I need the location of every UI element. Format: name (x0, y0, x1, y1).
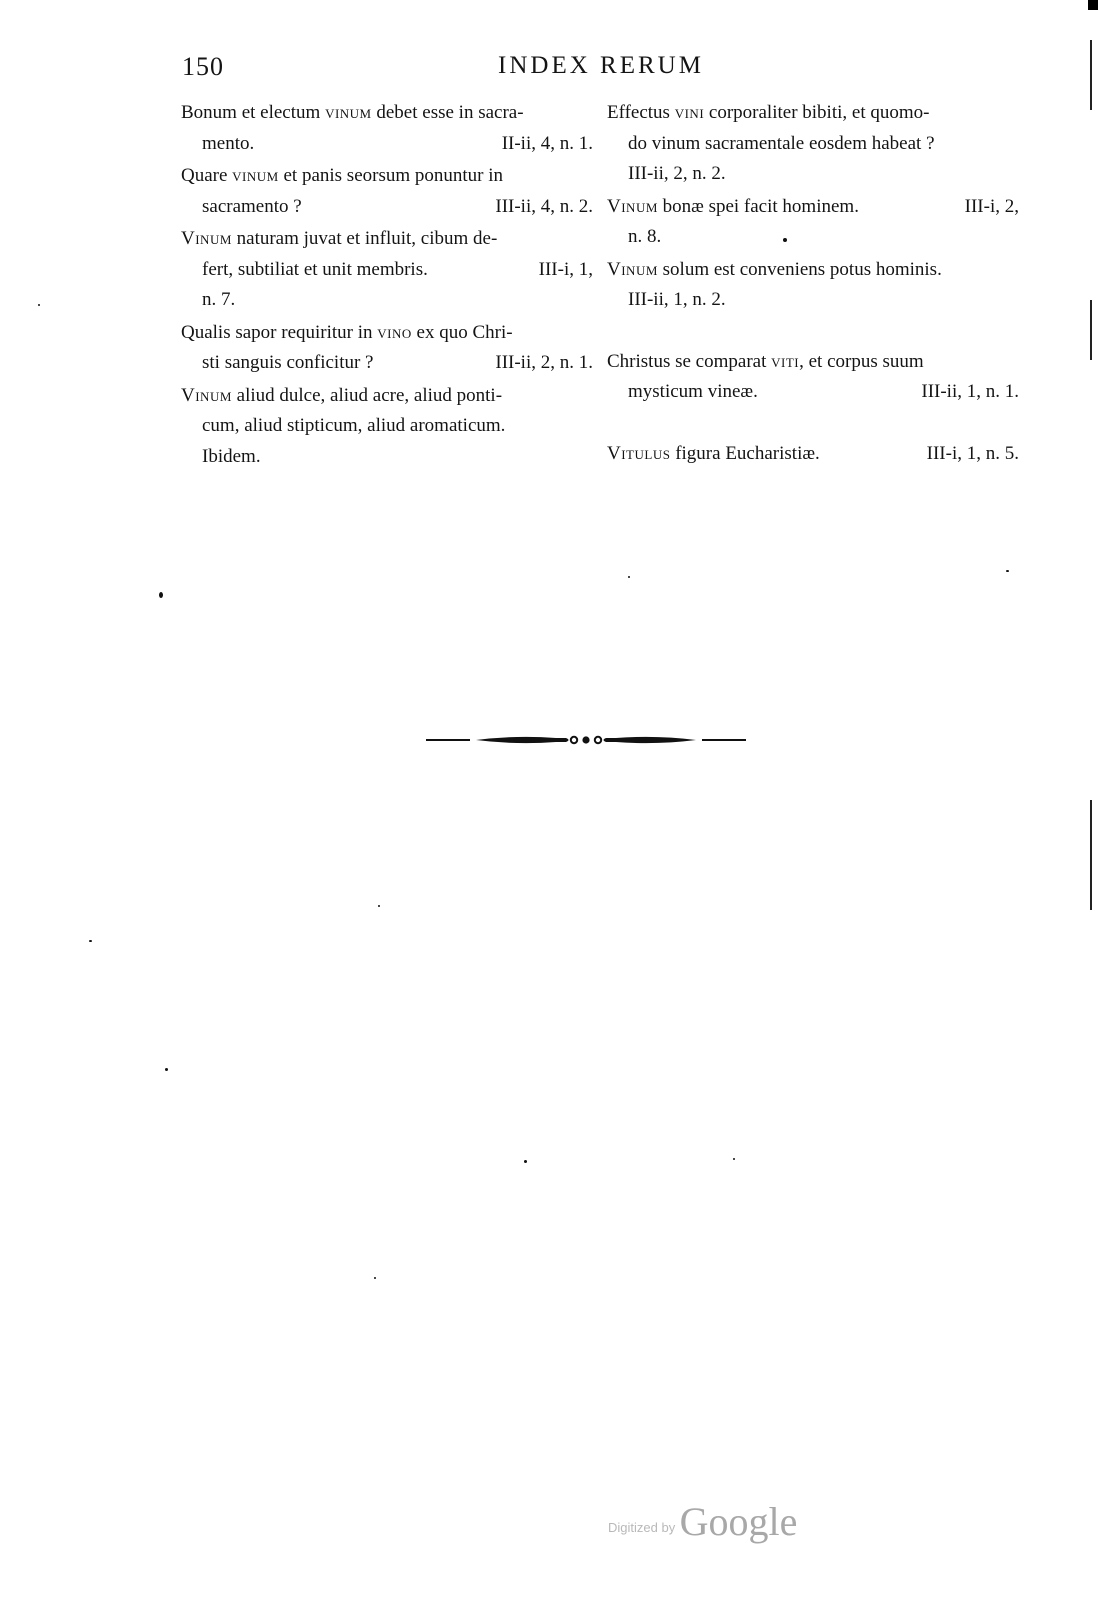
digitized-by-google-watermark (608, 1498, 797, 1545)
entry-text (181, 385, 502, 406)
index-entry-line (607, 159, 1019, 190)
entry-text-segment: aliud dulce, aliud acre, aliud ponti- (231, 384, 503, 406)
entry-text-segment: Effectus (607, 102, 675, 123)
entry-text-segment: mento. (202, 132, 255, 154)
index-entry (607, 192, 1019, 253)
page-header (182, 52, 1020, 86)
entry-text-segment: corporaliter bibiti, et quomo- (704, 102, 930, 123)
entry-text-segment: bonæ spei facit hominem. (657, 195, 859, 217)
entry-reference: III-i, 2, (964, 195, 1019, 217)
entry-text-segment: figura Eucharistiæ. (670, 442, 820, 464)
entry-text (181, 228, 497, 249)
running-title: INDEX RERUM (498, 52, 704, 79)
entry-text (202, 446, 261, 467)
entry-text-segment: mysticum vineæ. (628, 381, 758, 402)
index-entry-line (607, 255, 1019, 286)
keyword-small-caps: vino (377, 321, 412, 343)
entry-text (202, 348, 374, 379)
keyword-small-caps: Vinum (607, 195, 658, 217)
entry-text-segment: Christus se comparat (607, 350, 772, 372)
index-entry-line (181, 285, 593, 316)
index-entry (607, 255, 1019, 316)
page-number: 150 (182, 52, 224, 81)
index-entry-line (607, 222, 1019, 253)
entry-text-segment: Bonum et electum (181, 102, 326, 123)
entry-text-segment: debet esse in sacra- (371, 102, 524, 123)
entry-text (628, 289, 726, 310)
index-entry-line (181, 411, 593, 442)
watermark-prefix: Digitized by (608, 1520, 676, 1535)
entry-text (628, 133, 935, 154)
keyword-small-caps: Vinum (607, 258, 658, 280)
index-column-right (607, 98, 1019, 471)
index-entry-line (607, 192, 1019, 223)
entry-text-segment: , et corpus suum (799, 350, 924, 372)
keyword-small-caps: viti (771, 350, 800, 372)
index-entry-line (607, 347, 1019, 378)
entry-text (607, 102, 929, 123)
index-entry-line (181, 255, 593, 286)
entry-text (181, 165, 503, 186)
index-entry (181, 98, 593, 159)
entry-text (181, 322, 513, 343)
index-column-left (181, 98, 593, 474)
entry-text-segment: solum est conveniens potus hominis. (657, 258, 942, 280)
entry-text-segment: n. 7. (202, 289, 236, 310)
index-entry (181, 224, 593, 316)
index-entry (607, 347, 1019, 408)
keyword-small-caps: Vinum (181, 384, 232, 406)
entry-reference: III-i, 1, (538, 258, 593, 280)
entry-text (628, 226, 661, 247)
entry-text-segment: sti sanguis conficitur ? (202, 352, 374, 373)
index-entry-line (607, 285, 1019, 316)
google-logo: Google (679, 1499, 798, 1544)
entry-text (202, 129, 254, 160)
keyword-small-caps: Vinum (181, 228, 232, 249)
index-entry (181, 318, 593, 379)
entry-text-segment: Qualis sapor requiritur in (181, 321, 378, 343)
entry-text (607, 259, 942, 280)
entry-text-segment: III-ii, 1, n. 2. (628, 289, 726, 310)
keyword-small-caps: vinum (325, 102, 372, 123)
index-entry-line (181, 381, 593, 412)
entry-text (607, 439, 820, 470)
entry-text-segment: Quare (181, 165, 233, 186)
entry-reference: II-ii, 4, n. 1. (501, 132, 593, 154)
index-entry (181, 161, 593, 222)
index-entry-line (607, 439, 1019, 470)
entry-text-segment: fert, subtiliat et unit membris. (202, 258, 428, 280)
entry-reference: III-ii, 2, n. 1. (495, 352, 593, 373)
entry-text (607, 351, 924, 372)
index-entry (607, 98, 1019, 190)
index-entry (181, 381, 593, 473)
index-entry-line (607, 377, 1019, 408)
entry-text-segment: Ibidem. (202, 445, 261, 467)
entry-text (202, 255, 428, 286)
keyword-small-caps: Vitulus (607, 442, 671, 464)
entry-text (628, 163, 726, 184)
entry-text (181, 102, 524, 123)
index-entry (607, 439, 1019, 470)
entry-text-segment: cum, aliud stipticum, aliud aromaticum. (202, 415, 506, 436)
index-entry-line (181, 129, 593, 160)
entry-text-segment: III-ii, 2, n. 2. (628, 163, 726, 184)
entry-text (202, 415, 505, 436)
decorative-rule (426, 731, 746, 749)
entry-text-segment: do vinum sacramentale eosdem habeat ? (628, 132, 935, 154)
index-entry-line (181, 192, 593, 223)
keyword-small-caps: vinum (232, 165, 279, 186)
entry-text (202, 289, 235, 310)
index-entry-line (607, 98, 1019, 129)
index-entry-line (181, 318, 593, 349)
entry-text-segment: et panis seorsum ponuntur in (278, 165, 504, 186)
entry-reference: III-ii, 4, n. 2. (495, 195, 593, 217)
entry-reference: III-ii, 1, n. 1. (921, 381, 1019, 402)
index-entry-line (181, 161, 593, 192)
entry-text-segment: ex quo Chri- (411, 321, 513, 343)
index-entry-line (607, 129, 1019, 160)
keyword-small-caps: vini (674, 102, 705, 123)
index-entry-line (181, 348, 593, 379)
entry-text-segment: naturam juvat et influit, cibum de- (231, 228, 498, 249)
entry-text-segment: n. 8. (628, 226, 662, 247)
entry-reference: III-i, 1, n. 5. (926, 442, 1019, 464)
index-entry-line (181, 442, 593, 473)
entry-text-segment: sacramento ? (202, 195, 302, 217)
entry-text (202, 192, 302, 223)
entry-text (607, 192, 859, 223)
entry-text (628, 377, 758, 408)
index-entry-line (181, 224, 593, 255)
index-entry-line (181, 98, 593, 129)
